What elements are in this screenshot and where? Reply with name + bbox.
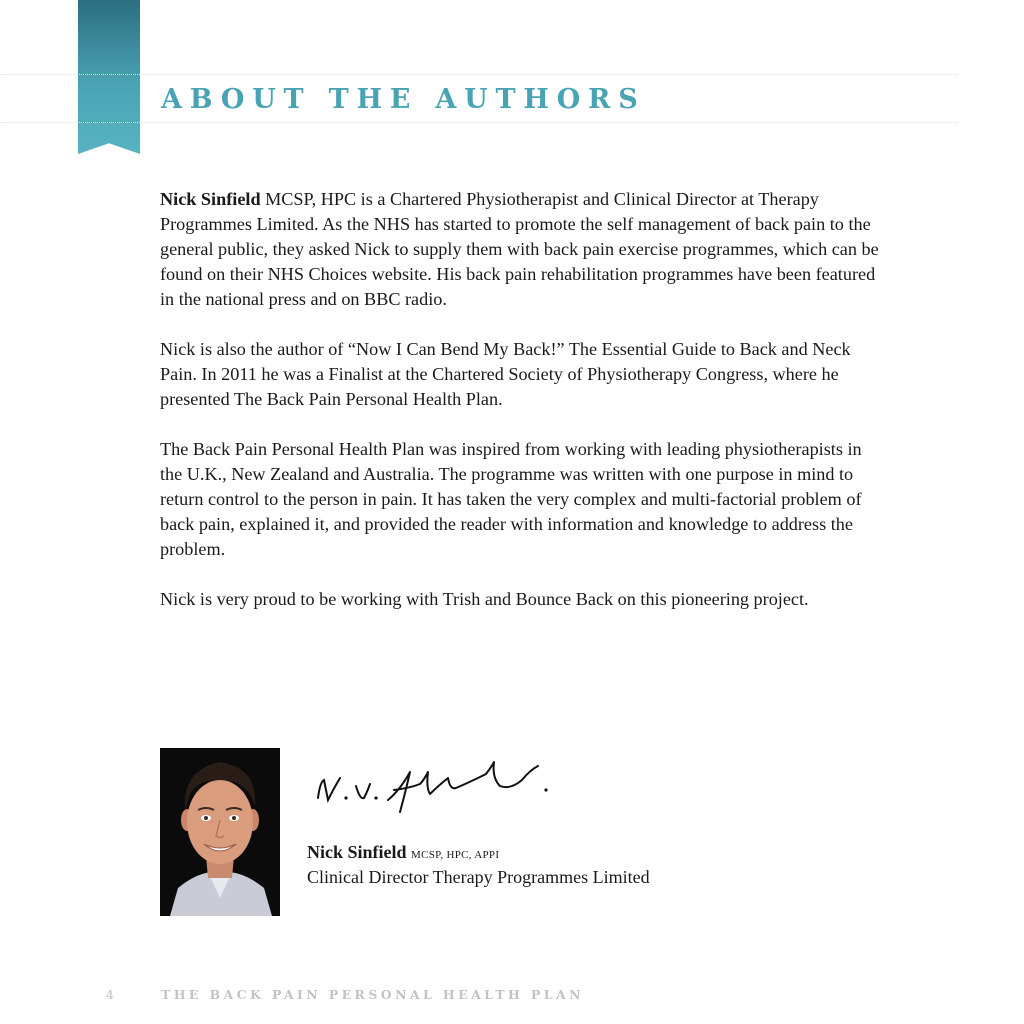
author-name: Nick Sinfield bbox=[307, 842, 407, 862]
running-footer-title: THE BACK PAIN PERSONAL HEALTH PLAN bbox=[161, 987, 584, 1002]
heading-rule-bottom bbox=[0, 122, 958, 123]
author-credentials: MCSP, HPC, APPI bbox=[411, 849, 500, 861]
heading-rule-top bbox=[0, 74, 958, 75]
bio-paragraph-1 bbox=[160, 187, 880, 312]
bio-paragraph-1-text: MCSP, HPC is a Chartered Physiotherapist and Clinical Director at Therapy Programmes Limited. As the NHS has started to promote the self management of back pain to the general public, they asked Nick to supply them with back pain exercise programmes, which can be found on their NHS Choices website. His back pain rehabilitation programmes have been featured in the national press and on BBC radio. bbox=[160, 189, 879, 309]
author-portrait-image bbox=[160, 748, 280, 916]
page-title: ABOUT THE AUTHORS bbox=[161, 84, 646, 115]
author-photo bbox=[160, 748, 280, 916]
author-role: Clinical Director Therapy Programmes Limited bbox=[307, 867, 650, 887]
bio-paragraph-2: Nick is also the author of “Now I Can Bend My Back!” The Essential Guide to Back and Neck Pain. In 2011 he was a Finalist at the Chartered Society of Physiotherapy Congress, where he presented The Back Pain Personal Health Plan. bbox=[160, 339, 851, 409]
author-name-line bbox=[307, 842, 499, 863]
author-bio bbox=[160, 187, 880, 637]
bookmark-ribbon bbox=[78, 0, 140, 154]
author-name-bold: Nick Sinfield bbox=[160, 189, 261, 209]
bio-paragraph-3: The Back Pain Personal Health Plan was inspired from working with leading physiotherapists in the U.K., New Zealand and Australia. The programme was written with one purpose in mind to return control to the person in pain. It has taken the very complex and multi-factorial problem of back pain, explained it, and provided the reader with information and knowledge to address the problem. bbox=[160, 439, 862, 559]
page-number: 4 bbox=[106, 988, 114, 1002]
bio-paragraph-4: Nick is very proud to be working with Trish and Bounce Back on this pioneering project. bbox=[160, 589, 809, 609]
author-signature bbox=[310, 760, 560, 820]
